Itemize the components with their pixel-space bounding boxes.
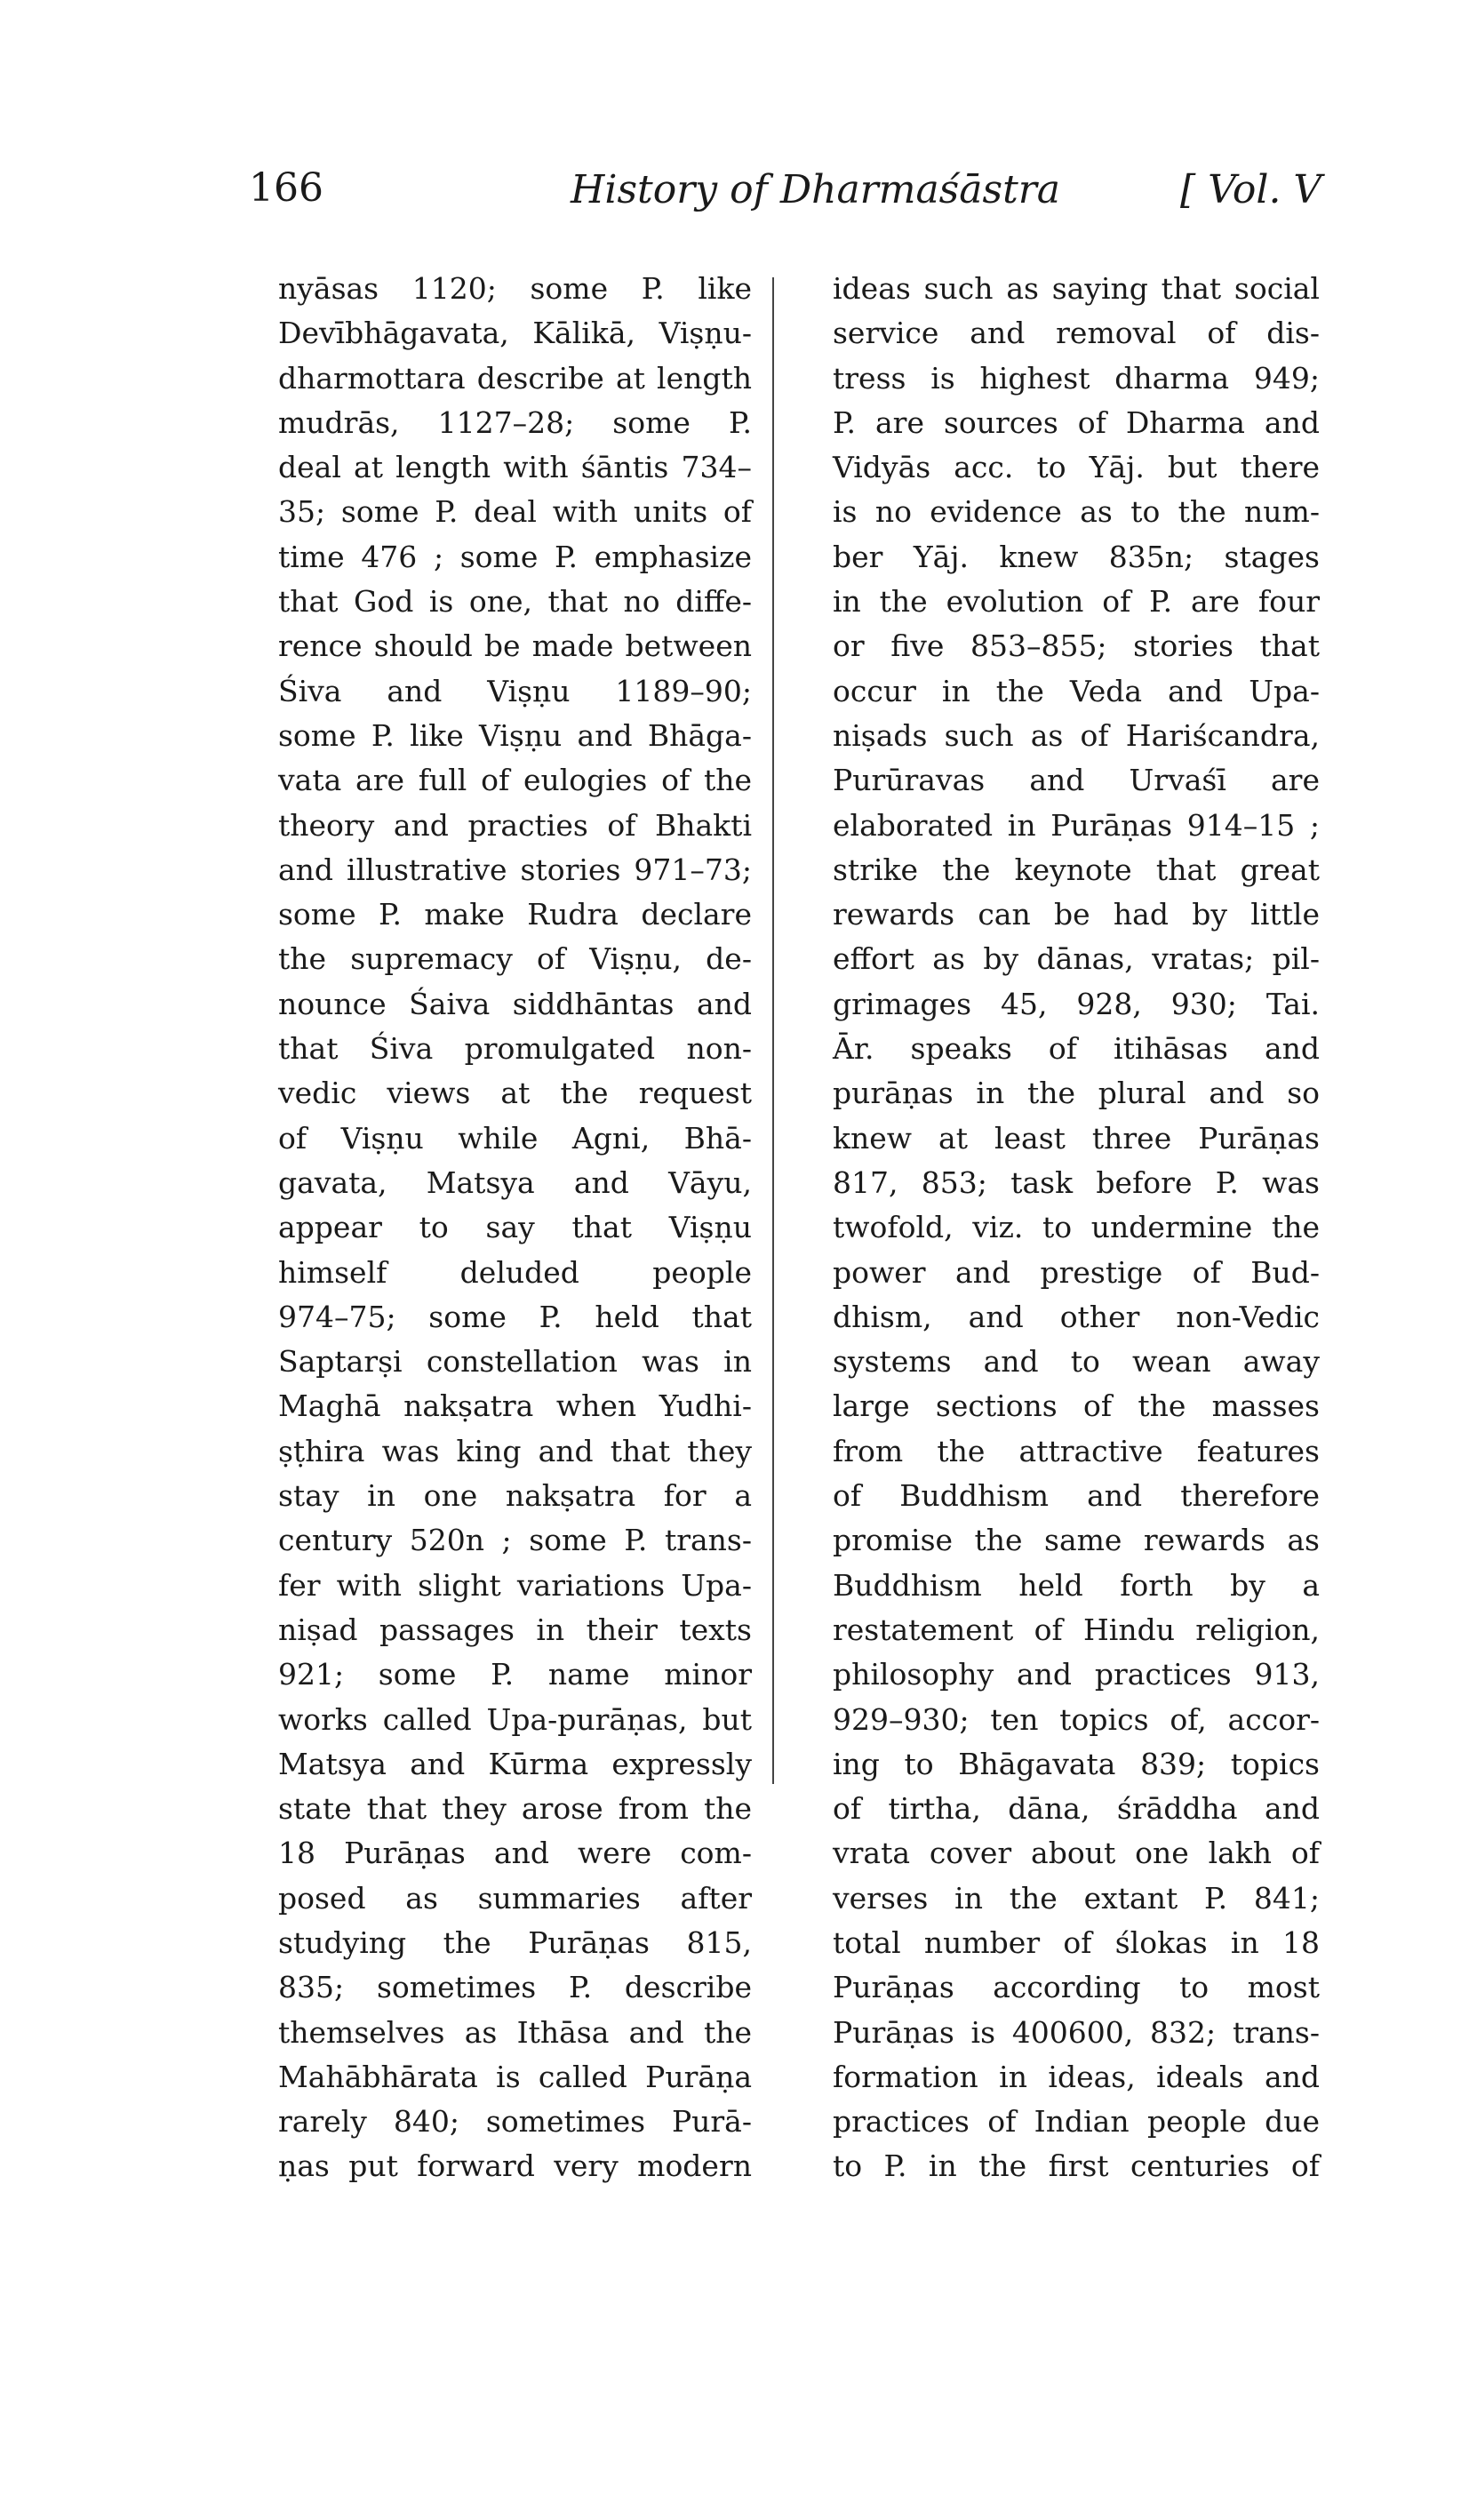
text-line: twofold, viz. to undermine the [833,1210,1320,1245]
text-line: rarely 840; sometimes Purā- [278,2104,752,2140]
text-line: some P. make Rudra declare [278,897,752,932]
text-line: Saptarṣi constellation was in [278,1344,752,1380]
text-line: that God is one, that no diffe- [278,584,752,620]
text-line: Purāṇas according to most [833,1970,1320,2005]
text-line: 921; some P. name minor [278,1657,752,1692]
text-line: elaborated in Purāṇas 914–15 ; [833,807,1320,843]
text-line: that Śiva promulgated non- [278,1031,752,1067]
text-line: some P. like Viṣṇu and Bhāga- [278,717,752,753]
text-line: practices of Indian people due [833,2104,1320,2140]
text-line: tress is highest dharma 949; [833,360,1320,396]
text-line: dhism, and other non-Vedic [833,1299,1320,1334]
page-number: 166 [249,165,323,211]
text-line: of Buddhism and therefore [833,1478,1320,1514]
text-line: of Viṣṇu while Agni, Bhā- [278,1120,752,1156]
text-line: gavata, Matsya and Vāyu, [278,1164,752,1200]
text-line: knew at least three Purāṇas [833,1120,1320,1156]
text-line: verses in the extant P. 841; [833,1880,1320,1916]
text-line: studying the Purāṇas 815, [278,1924,752,1960]
text-line: nounce Śaiva siddhāntas and [278,986,752,1021]
text-line: grimages 45, 928, 930; Tai. [833,986,1320,1021]
text-line: theory and practies of Bhakti [278,807,752,843]
text-line: to P. in the first centuries of [833,2148,1320,2184]
text-line: vrata cover about one lakh of [833,1836,1320,1871]
text-line: the supremacy of Viṣṇu, de- [278,941,752,977]
text-line: restatement of Hindu religion, [833,1612,1320,1647]
text-line: total number of ślokas in 18 [833,1924,1320,1960]
right-text-column [833,267,1320,2189]
page-header [0,165,1469,228]
text-line: Ār. speaks of itihāsas and [833,1031,1320,1067]
text-line: Purāṇas is 400600, 832; trans- [833,2014,1320,2050]
text-line: 974–75; some P. held that [278,1299,752,1334]
text-line: deal at length with śāntis 734– [278,450,752,485]
text-line: of tirtha, dāna, śrāddha and [833,1791,1320,1827]
text-line: and illustrative stories 971–73; [278,852,752,887]
column-divider [772,277,774,1784]
text-line: rence should be made between [278,628,752,664]
volume-label: [ Vol. V [1180,167,1322,212]
text-line: century 520n ; some P. trans- [278,1523,752,1558]
text-line: time 476 ; some P. emphasize [278,539,752,574]
text-line: 18 Purāṇas and were com- [278,1836,752,1871]
text-line: effort as by dānas, vratas; pil- [833,941,1320,977]
left-text-column [278,267,752,2189]
text-line: or five 853–855; stories that [833,628,1320,664]
text-line: 929–930; ten topics of, accor- [833,1701,1320,1737]
text-line: purāṇas in the plural and so [833,1076,1320,1111]
text-line: promise the same rewards as [833,1523,1320,1558]
text-line: himself deluded people [278,1254,752,1290]
text-line: stay in one nakṣatra for a [278,1478,752,1514]
text-line: from the attractive features [833,1433,1320,1468]
text-line: philosophy and practices 913, [833,1657,1320,1692]
text-line: vedic views at the request [278,1076,752,1111]
text-line: Śiva and Viṣṇu 1189–90; [278,673,752,708]
text-line: power and prestige of Bud- [833,1254,1320,1290]
text-line: niṣad passages in their texts [278,1612,752,1647]
text-line: 835; sometimes P. describe [278,1970,752,2005]
text-line: 35; some P. deal with units of [278,494,752,530]
text-line: Devībhāgavata, Kālikā, Viṣṇu- [278,316,752,351]
text-line: nyāsas 1120; some P. like [278,271,752,306]
text-line: P. are sources of Dharma and [833,404,1320,440]
text-line: systems and to wean away [833,1344,1320,1380]
text-line: 817, 853; task before P. was [833,1164,1320,1200]
text-line: Purūravas and Urvaśī are [833,763,1320,798]
text-line: appear to say that Viṣṇu [278,1210,752,1245]
text-line: Buddhism held forth by a [833,1567,1320,1603]
text-line: dharmottara describe at length [278,360,752,396]
text-line: posed as summaries after [278,1880,752,1916]
text-line: Maghā nakṣatra when Yudhi- [278,1388,752,1424]
text-line: ing to Bhāgavata 839; topics [833,1746,1320,1781]
text-line: vata are full of eulogies of the [278,763,752,798]
text-line: large sections of the masses [833,1388,1320,1424]
text-line: ṇas put forward very modern [278,2148,752,2184]
text-line: niṣads such as of Hariścandra, [833,717,1320,753]
text-line: state that they arose from the [278,1791,752,1827]
text-line: themselves as Ithāsa and the [278,2014,752,2050]
text-line: ber Yāj. knew 835n; stages [833,539,1320,574]
text-line: occur in the Veda and Upa- [833,673,1320,708]
text-line: works called Upa-purāṇas, but [278,1701,752,1737]
text-line: fer with slight variations Upa- [278,1567,752,1603]
text-line: formation in ideas, ideals and [833,2059,1320,2094]
text-line: Matsya and Kūrma expressly [278,1746,752,1781]
running-title: History of Dharmaśāstra [571,167,1061,212]
text-line: Vidyās acc. to Yāj. but there [833,450,1320,485]
text-line: in the evolution of P. are four [833,584,1320,620]
text-line: rewards can be had by little [833,897,1320,932]
text-line: strike the keynote that great [833,852,1320,887]
text-line: Mahābhārata is called Purāṇa [278,2059,752,2094]
text-line: ideas such as saying that social [833,271,1320,306]
text-line: mudrās, 1127–28; some P. [278,404,752,440]
text-line: ṣṭhira was king and that they [278,1433,752,1468]
text-line: is no evidence as to the num- [833,494,1320,530]
text-line: service and removal of dis- [833,316,1320,351]
